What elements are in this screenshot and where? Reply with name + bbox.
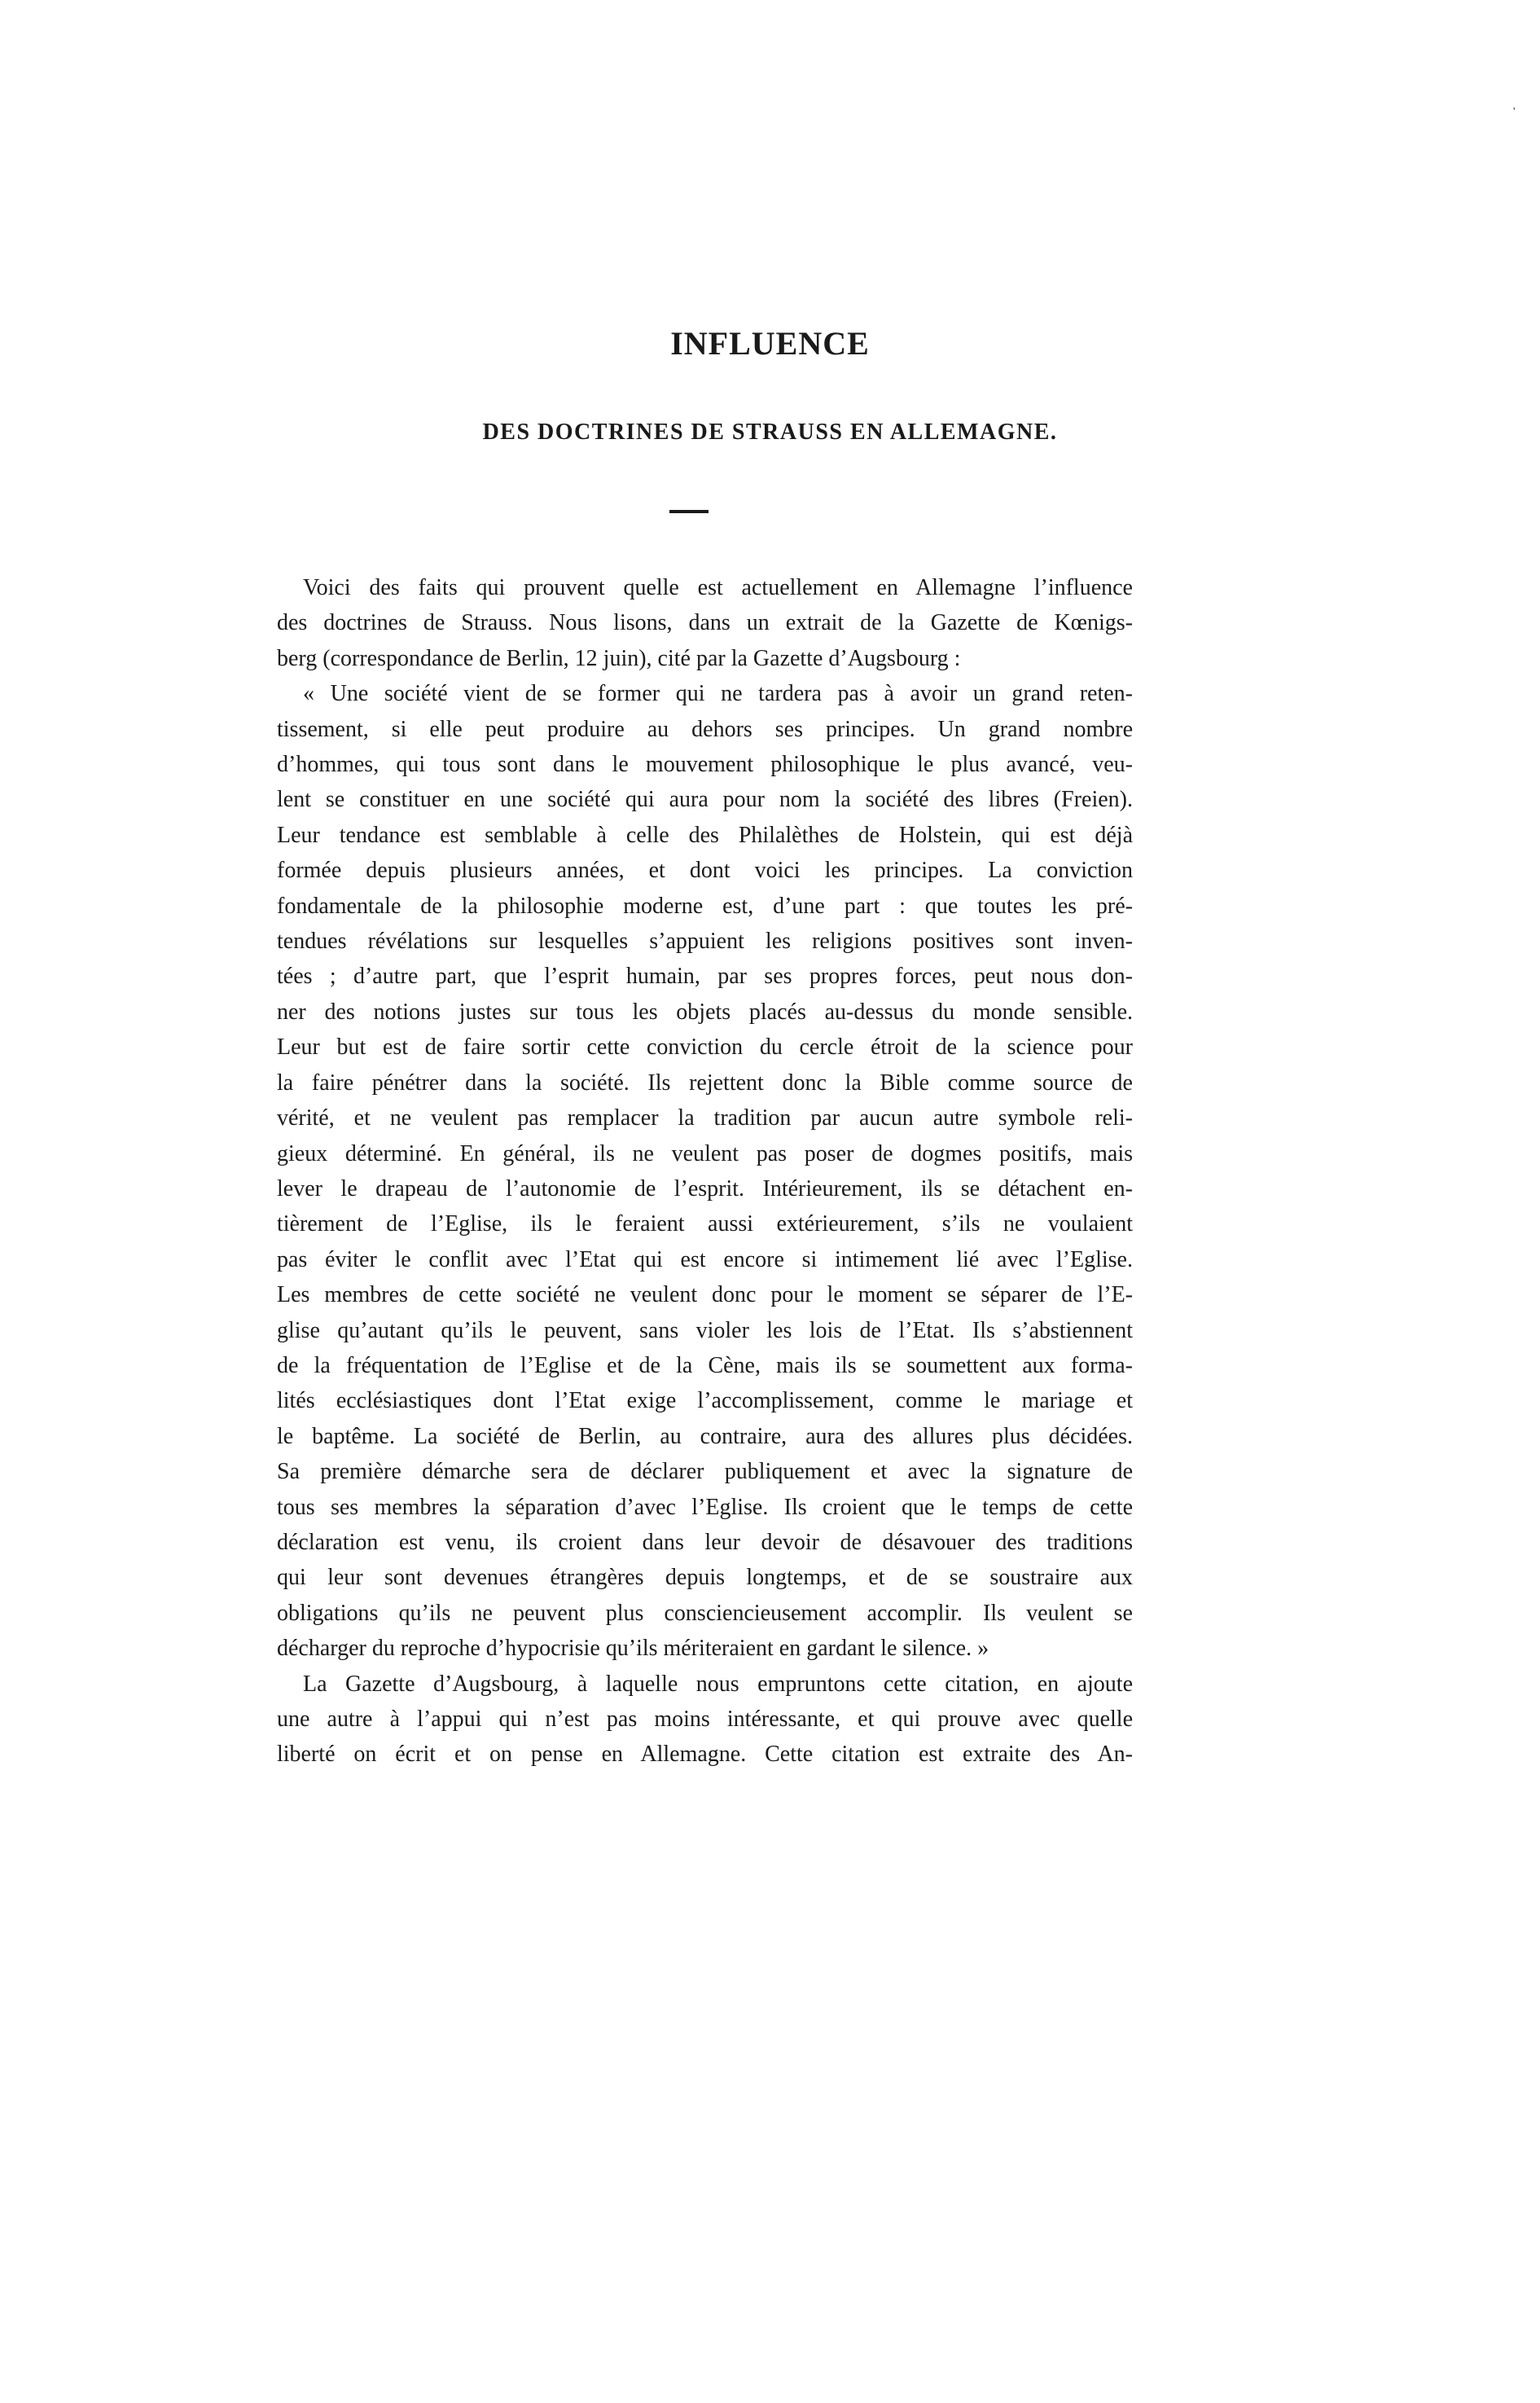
article-body bbox=[251, 570, 1133, 1773]
text-line: tendues révélations sur lesquelles s’appuient les religions positives sont inven- bbox=[277, 929, 1133, 955]
text-line: pas éviter le conflit avec l’Etat qui est encore si intimement lié avec l’Eglise. bbox=[277, 1246, 1133, 1272]
text-line: de la fréquentation de l’Eglise et de la Cène, mais ils se soumettent aux forma- bbox=[277, 1352, 1133, 1378]
text-line: tièrement de l’Eglise, ils le feraient aussi extérieurement, s’ils ne voulaient bbox=[277, 1211, 1133, 1237]
text-line: berg (correspondance de Berlin, 12 juin), cité par la Gazette d’Augsbourg : bbox=[277, 645, 961, 671]
text-line: lités ecclésiastiques dont l’Etat exige l’accomplissement, comme le mariage et bbox=[277, 1388, 1133, 1414]
text-line: lent se constituer en une société qui aura pour nom la société des libres (Freien). bbox=[277, 787, 1133, 813]
text-line: tous ses membres la séparation d’avec l’Eglise. Ils croient que le temps de cette bbox=[277, 1494, 1133, 1520]
paragraph-intro bbox=[251, 570, 1133, 676]
text-line: d’hommes, qui tous sont dans le mouvement philosophique le plus avancé, veu- bbox=[277, 752, 1133, 778]
text-line: Les membres de cette société ne veulent donc pour le moment se séparer de l’E- bbox=[277, 1282, 1133, 1308]
text-line: des doctrines de Strauss. Nous lisons, dans un extrait de la Gazette de Kœnigs- bbox=[277, 610, 1133, 636]
text-line: « Une société vient de se former qui ne tardera pas à avoir un grand reten- bbox=[303, 681, 1133, 707]
text-line: tissement, si elle peut produire au dehors ses principes. Un grand nombre bbox=[277, 716, 1133, 742]
text-line: déclaration est venu, ils croient dans leur devoir de désavouer des traditions bbox=[277, 1529, 1133, 1555]
text-line: liberté on écrit et on pense en Allemagne. Cette citation est extraite des An- bbox=[277, 1742, 1133, 1768]
text-line: une autre à l’appui qui n’est pas moins intéressante, et qui prouve avec quelle bbox=[277, 1707, 1133, 1732]
text-line: vérité, et ne veulent pas remplacer la tradition par aucun autre symbole reli- bbox=[277, 1105, 1133, 1131]
text-line: obligations qu’ils ne peuvent plus consciencieusement accomplir. Ils veulent se bbox=[277, 1600, 1133, 1626]
text-line: fondamentale de la philosophie moderne est, d’une part : que toutes les pré- bbox=[277, 893, 1133, 919]
text-line: La Gazette d’Augsbourg, à laquelle nous empruntons cette citation, en ajoute bbox=[303, 1671, 1133, 1697]
paragraph-continuation bbox=[251, 1667, 1133, 1773]
text-line: lever le drapeau de l’autonomie de l’esprit. Intérieurement, ils se détachent en- bbox=[277, 1175, 1133, 1202]
margin-mark: ' bbox=[1513, 106, 1516, 118]
text-line: Voici des faits qui prouvent quelle est actuellement en Allemagne l’influence bbox=[303, 575, 1133, 600]
article-title: INFLUENCE bbox=[670, 325, 870, 362]
paragraph-quotation bbox=[251, 676, 1133, 1666]
text-line: tées ; d’autre part, que l’esprit humain, par ses propres forces, peut nous don- bbox=[277, 964, 1133, 990]
text-line: glise qu’autant qu’ils le peuvent, sans violer les lois de l’Etat. Ils s’abstiennent bbox=[277, 1317, 1133, 1343]
article-subtitle: DES DOCTRINES DE STRAUSS EN ALLEMAGNE. bbox=[482, 420, 1058, 445]
text-line: le baptême. La société de Berlin, au contraire, aura des allures plus décidées. bbox=[277, 1423, 1133, 1449]
text-line: formée depuis plusieurs années, et dont voici les principes. La conviction bbox=[277, 858, 1133, 884]
text-line: Leur but est de faire sortir cette conviction du cercle étroit de la science pour bbox=[277, 1035, 1133, 1061]
text-line: gieux déterminé. En général, ils ne veulent pas poser de dogmes positifs, mais bbox=[277, 1140, 1133, 1166]
text-line: qui leur sont devenues étrangères depuis longtemps, et de se soustraire aux bbox=[277, 1565, 1133, 1591]
text-line: Sa première démarche sera de déclarer publiquement et avec la signature de bbox=[277, 1459, 1133, 1485]
text-line: la faire pénétrer dans la société. Ils rejettent donc la Bible comme source de bbox=[277, 1070, 1133, 1096]
text-line: Leur tendance est semblable à celle des Philalèthes de Holstein, qui est déjà bbox=[277, 822, 1133, 848]
title-rule bbox=[669, 510, 709, 513]
text-line: ner des notions justes sur tous les objets placés au-dessus du monde sensible. bbox=[277, 999, 1133, 1025]
text-line: décharger du reproche d’hypocrisie qu’ils mériteraient en gardant le silence. » bbox=[277, 1636, 989, 1662]
